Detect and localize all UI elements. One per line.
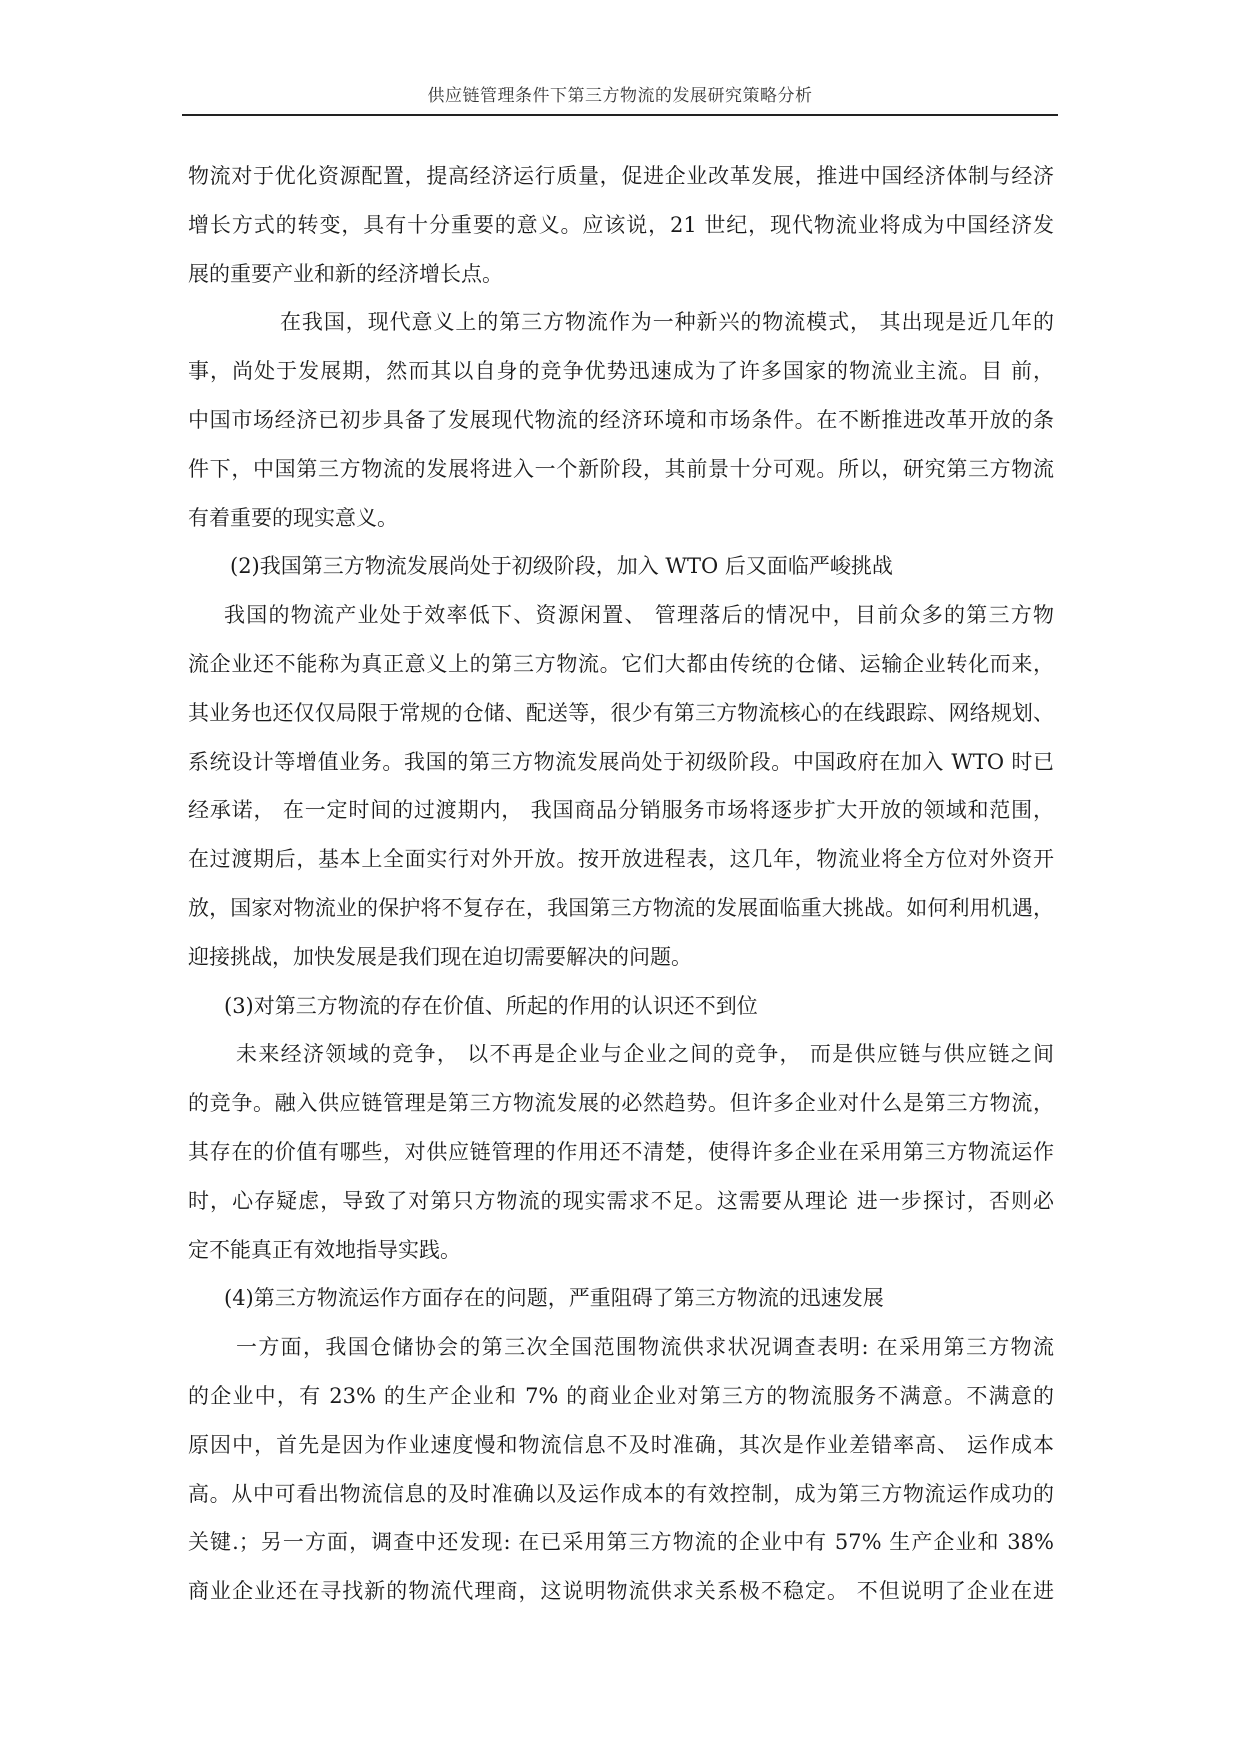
text-line: 其存在的价值有哪些，对供应链管理的作用还不清楚，使得许多企业在采用第三方物流运作 [188, 1139, 1054, 1164]
body-text [188, 152, 1054, 1616]
text-line: 时，心存疑虑，导致了对第只方物流的现实需求不足。这需要从理论 进一步探讨，否则必 [188, 1188, 1054, 1213]
text-line: 放，国家对物流业的保护将不复存在，我国第三方物流的发展面临重大挑战。如何利用机遇， [188, 895, 1054, 920]
text-line: 一方面，我国仓储协会的第三次全国范围物流供求状况调查表明: 在采用第三方物流 [236, 1335, 1054, 1360]
text-line: (3)对第三方物流的存在价值、所起的作用的认识还不到位 [224, 993, 758, 1018]
text-line: 在我国，现代意义上的第三方物流作为一种新兴的物流模式， 其出现是近几年的 [280, 310, 1054, 335]
text-line: 定不能真正有效地指导实践。 [188, 1237, 461, 1262]
text-line: (4)第三方物流运作方面存在的问题，严重阻碍了第三方物流的迅速发展 [224, 1286, 884, 1311]
text-line: 物流对于优化资源配置，提高经济运行质量，促进企业改革发展，推进中国经济体制与经济 [188, 164, 1054, 188]
text-line: 我国的物流产业处于效率低下、资源闲置、 管理落后的情况中，目前众多的第三方物 [224, 603, 1054, 628]
text-line: 中国市场经济已初步具备了发展现代物流的经济环境和市场条件。在不断推进改革开放的条 [188, 407, 1054, 432]
text-line: 件下，中国第三方物流的发展将进入一个新阶段，其前景十分可观。所以，研究第三方物流 [188, 456, 1054, 481]
text-line: 经承诺， 在一定时间的过渡期内， 我国商品分销服务市场将逐步扩大开放的领域和范围， [188, 798, 1054, 823]
text-line: 系统设计等增值业务。我国的第三方物流发展尚处于初级阶段。中国政府在加入 WTO 时已 [188, 749, 1054, 774]
text-line: 的竞争。融入供应链管理是第三方物流发展的必然趋势。但许多企业对什么是第三方物流， [188, 1091, 1054, 1116]
text-line: 流企业还不能称为真正意义上的第三方物流。它们大都由传统的仓储、运输企业转化而来， [188, 651, 1054, 676]
text-line: 原因中，首先是因为作业速度慢和物流信息不及时准确，其次是作业差错率高、 运作成本 [188, 1432, 1054, 1457]
text-line: 增长方式的转变，具有十分重要的意义。应该说，21 世纪，现代物流业将成为中国经济发 [188, 212, 1054, 237]
text-line: 其业务也还仅仅局限于常规的仓储、配送等，很少有第三方物流核心的在线跟踪、网络规划、 [188, 700, 1054, 725]
text-line: 高。从中可看出物流信息的及时准确以及运作成本的有效控制，成为第三方物流运作成功的 [188, 1481, 1054, 1506]
running-header: 供应链管理条件下第三方物流的发展研究策略分析 [427, 86, 813, 106]
text-line: 关键.；另一方面，调查中还发现: 在已采用第三方物流的企业中有 57% 生产企业和 38% [188, 1530, 1054, 1555]
text-line: 的企业中，有 23% 的生产企业和 7% 的商业企业对第三方的物流服务不满意。不满意的 [188, 1383, 1054, 1408]
text-line: 有着重要的现实意义。 [188, 505, 398, 530]
header-divider [182, 114, 1058, 116]
text-line: (2)我国第三方物流发展尚处于初级阶段，加入 WTO 后又面临严峻挑战 [230, 554, 893, 579]
text-line: 在过渡期后，基本上全面实行对外开放。按开放进程表，这几年，物流业将全方位对外资开 [188, 847, 1054, 872]
text-line: 未来经济领域的竞争， 以不再是企业与企业之间的竞争， 而是供应链与供应链之间 [236, 1042, 1054, 1067]
text-line: 事，尚处于发展期，然而其以自身的竞争优势迅速成为了许多国家的物流业主流。目 前， [188, 359, 1054, 384]
text-line: 迎接挑战，加快发展是我们现在迫切需要解决的问题。 [188, 944, 692, 969]
text-line: 展的重要产业和新的经济增长点。 [188, 261, 503, 286]
text-line: 商业企业还在寻找新的物流代理商，这说明物流供求关系极不稳定。 不但说明了企业在进 [188, 1579, 1054, 1604]
